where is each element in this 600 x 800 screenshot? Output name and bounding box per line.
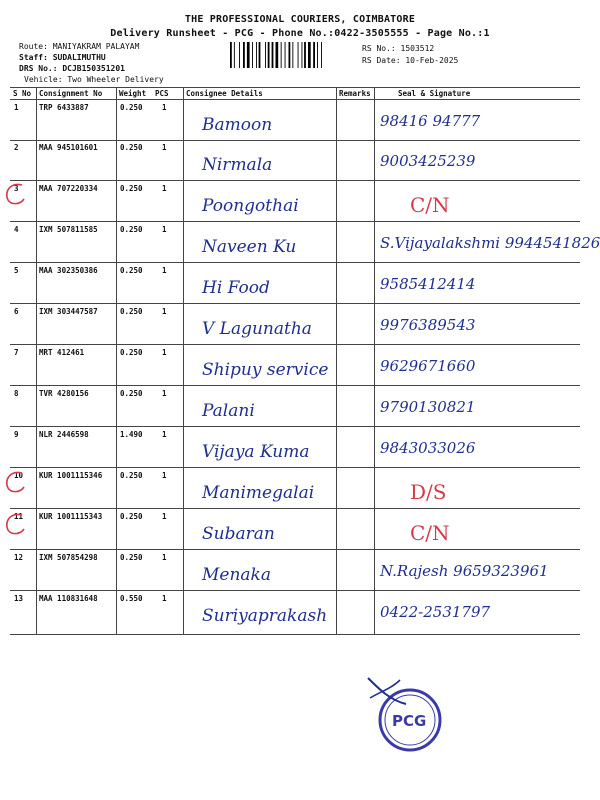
row-weight: 0.250: [120, 143, 143, 152]
row-consignee-name: Poongothai: [202, 196, 299, 216]
row-sno: 7: [14, 348, 19, 357]
row-divider: [10, 180, 580, 181]
row-sno: 9: [14, 430, 19, 439]
red-circle-mark-icon: [2, 468, 30, 496]
header-weight: Weight: [119, 89, 147, 98]
row-sno: 12: [14, 553, 24, 562]
row-pcs: 1: [162, 225, 167, 234]
row-consignee-name: Bamoon: [202, 115, 273, 135]
row-sno: 8: [14, 389, 19, 398]
drs-number: DRS No.: DCJB150351201: [19, 64, 125, 73]
row-divider: [10, 140, 580, 141]
row-signature: 9003425239: [380, 152, 476, 170]
header-remarks: Remarks: [339, 89, 371, 98]
row-pcs: 1: [162, 512, 167, 521]
header-pcs: PCS: [155, 89, 169, 98]
row-weight: 0.250: [120, 348, 143, 357]
row-signature: C/N: [410, 193, 450, 217]
red-circle-mark-icon: [2, 180, 30, 208]
row-consignee-name: Subaran: [202, 524, 275, 544]
column-divider: [36, 87, 37, 634]
row-weight: 0.250: [120, 389, 143, 398]
row-consignee-name: Vijaya Kuma: [202, 442, 310, 462]
row-consignment-no: TRP 6433887: [39, 103, 89, 112]
row-weight: 0.250: [120, 553, 143, 562]
row-pcs: 1: [162, 184, 167, 193]
row-pcs: 1: [162, 553, 167, 562]
row-divider: [10, 590, 580, 591]
row-pcs: 1: [162, 594, 167, 603]
row-signature: C/N: [410, 521, 450, 545]
row-divider: [10, 549, 580, 550]
row-pcs: 1: [162, 266, 167, 275]
document-title: THE PROFESSIONAL COURIERS, COIMBATORE: [184, 14, 416, 25]
row-pcs: 1: [162, 471, 167, 480]
row-weight: 1.490: [120, 430, 143, 439]
row-weight: 0.250: [120, 307, 143, 316]
staff-info: Staff: SUDALIMUTHU: [19, 53, 106, 62]
column-divider: [183, 87, 184, 634]
row-sno: 2: [14, 143, 19, 152]
row-divider: [10, 221, 580, 222]
rs-number: RS No.: 1503512: [362, 44, 435, 53]
row-signature: D/S: [410, 480, 447, 504]
row-divider: [10, 385, 580, 386]
row-pcs: 1: [162, 348, 167, 357]
row-consignee-name: V Lagunatha: [202, 319, 312, 339]
route-info: Route: MANIYAKRAM PALAYAM: [19, 42, 140, 51]
row-signature: 0422-2531797: [380, 603, 491, 621]
row-weight: 0.250: [120, 103, 143, 112]
row-signature: 9976389543: [380, 316, 476, 334]
table-header-divider: [10, 99, 580, 100]
row-signature: 9585412414: [380, 275, 476, 293]
row-consignee-name: Naveen Ku: [202, 237, 297, 257]
row-consignment-no: IXM 507854298: [39, 553, 98, 562]
table-bottom-border: [10, 634, 580, 635]
row-weight: 0.250: [120, 225, 143, 234]
row-signature: 9843033026: [380, 439, 476, 457]
row-weight: 0.250: [120, 471, 143, 480]
row-divider: [10, 262, 580, 263]
header-sno: S No: [13, 89, 32, 98]
row-pcs: 1: [162, 307, 167, 316]
row-pcs: 1: [162, 143, 167, 152]
row-consignee-name: Nirmala: [202, 155, 273, 175]
row-signature: 9790130821: [380, 398, 476, 416]
row-consignment-no: NLR 2446598: [39, 430, 89, 439]
row-consignee-name: Hi Food: [202, 278, 270, 298]
runsheet-subtitle: Delivery Runsheet - PCG - Phone No.:0422-3505555 - Page No.:1: [110, 28, 490, 39]
header-seal-signature: Seal & Signature: [398, 89, 471, 98]
row-sno: 11: [14, 512, 24, 521]
row-consignee-name: Manimegalai: [202, 483, 315, 503]
row-consignee-name: Suriyaprakash: [202, 606, 328, 626]
red-circle-mark-icon: [2, 510, 30, 538]
row-consignee-name: Palani: [202, 401, 255, 421]
row-weight: 0.250: [120, 266, 143, 275]
header-consignment-no: Consignment No: [39, 89, 103, 98]
row-sno: 13: [14, 594, 24, 603]
row-divider: [10, 344, 580, 345]
row-consignment-no: MAA 302350386: [39, 266, 98, 275]
table-top-border: [10, 87, 580, 88]
rs-date: RS Date: 10-Feb-2025: [362, 56, 459, 65]
row-weight: 0.550: [120, 594, 143, 603]
row-sno: 6: [14, 307, 19, 316]
row-consignment-no: MAA 707220334: [39, 184, 98, 193]
row-signature: 9629671660: [380, 357, 476, 375]
vehicle-info: Vehicle: Two Wheeler Delivery: [24, 75, 164, 84]
barcode-icon: [230, 42, 350, 68]
column-divider: [116, 87, 117, 634]
row-divider: [10, 303, 580, 304]
row-consignment-no: MAA 945101601: [39, 143, 98, 152]
row-divider: [10, 508, 580, 509]
row-divider: [10, 467, 580, 468]
header-consignee-details: Consignee Details: [186, 89, 263, 98]
row-sno: 1: [14, 103, 19, 112]
column-divider: [336, 87, 337, 634]
row-consignment-no: KUR 1001115343: [39, 512, 103, 521]
row-pcs: 1: [162, 103, 167, 112]
row-divider: [10, 426, 580, 427]
row-consignment-no: IXM 507811585: [39, 225, 98, 234]
row-sno: 5: [14, 266, 19, 275]
row-weight: 0.250: [120, 184, 143, 193]
row-sno: 3: [14, 184, 19, 193]
column-divider: [374, 87, 375, 634]
row-consignment-no: MRT 412461: [39, 348, 85, 357]
pcg-stamp-text: PCG: [392, 712, 427, 730]
row-consignment-no: IXM 303447587: [39, 307, 98, 316]
row-pcs: 1: [162, 430, 167, 439]
row-signature: S.Vijayalakshmi 9944541826: [380, 234, 600, 252]
row-sno: 10: [14, 471, 24, 480]
row-weight: 0.250: [120, 512, 143, 521]
row-sno: 4: [14, 225, 19, 234]
row-signature: 98416 94777: [380, 112, 481, 130]
row-signature: N.Rajesh 9659323961: [380, 562, 549, 580]
row-pcs: 1: [162, 389, 167, 398]
row-consignee-name: Shipuy service: [202, 360, 329, 380]
row-consignment-no: KUR 1001115346: [39, 471, 103, 480]
row-consignment-no: MAA 110831648: [39, 594, 98, 603]
row-consignment-no: TVR 4280156: [39, 389, 89, 398]
row-consignee-name: Menaka: [202, 565, 271, 585]
